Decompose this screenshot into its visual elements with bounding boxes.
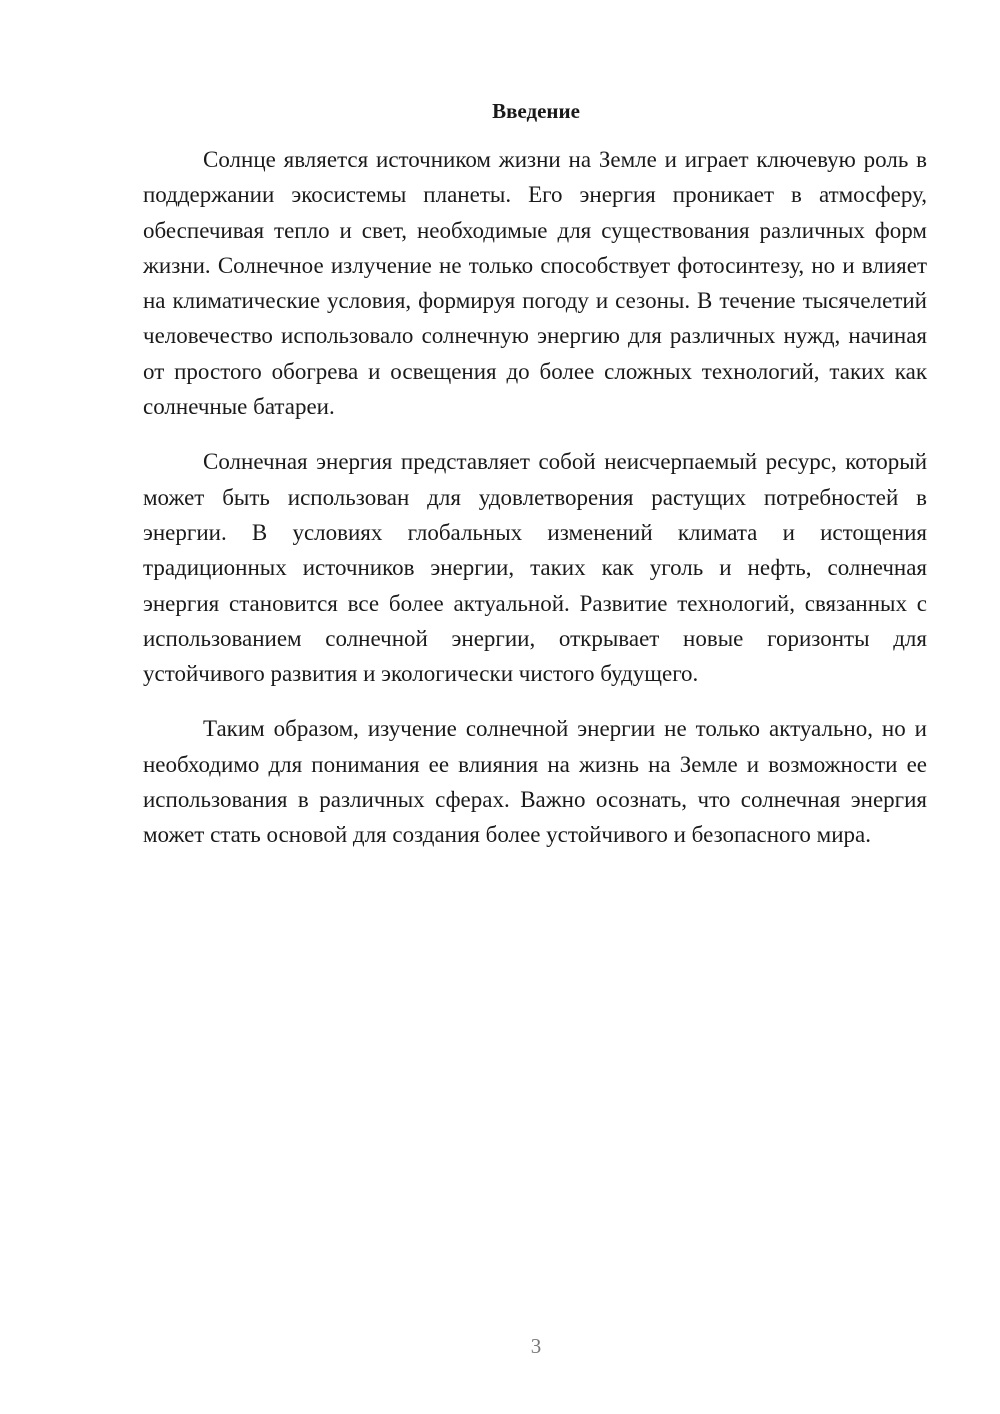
body-text [143,142,927,873]
paragraph-2: Солнечная энергия представляет собой неисчерпаемый ресурс, который может быть использован для удовлетворения растущих потребностей в энергии. В условиях глобальных изменений климата и истощения традиционных источников энергии, таких как уголь и нефть, солнечная энергия становится все более актуальной. Развитие технологий, связанных с использованием солнечной энергии, открывает новые горизонты для устойчивого развития и экологически чистого будущего. [143,449,927,687]
page-number: 3 [530,1334,542,1358]
section-title: Введение [492,99,580,123]
paragraph-1: Солнце является источником жизни на Земле и играет ключевую роль в поддержании экосистемы планеты. Его энергия проникает в атмосферу, обеспечивая тепло и свет, необходимые для существования различных форм жизни. Солнечное излучение не только способствует фотосинтезу, но и влияет на климатические условия, формируя погоду и сезоны. В течение тысячелетий человечество использовало солнечную энергию для различных нужд, начиная от простого обогрева и освещения до более сложных технологий, таких как солнечные батареи. [143,147,927,420]
paragraph-3: Таким образом, изучение солнечной энергии не только актуально, но и необходимо для понимания ее влияния на жизнь на Земле и возможности ее использования в различных сферах. Важно осознать, что солнечная энергия может стать основой для создания более устойчивого и безопасного мира. [143,716,927,848]
